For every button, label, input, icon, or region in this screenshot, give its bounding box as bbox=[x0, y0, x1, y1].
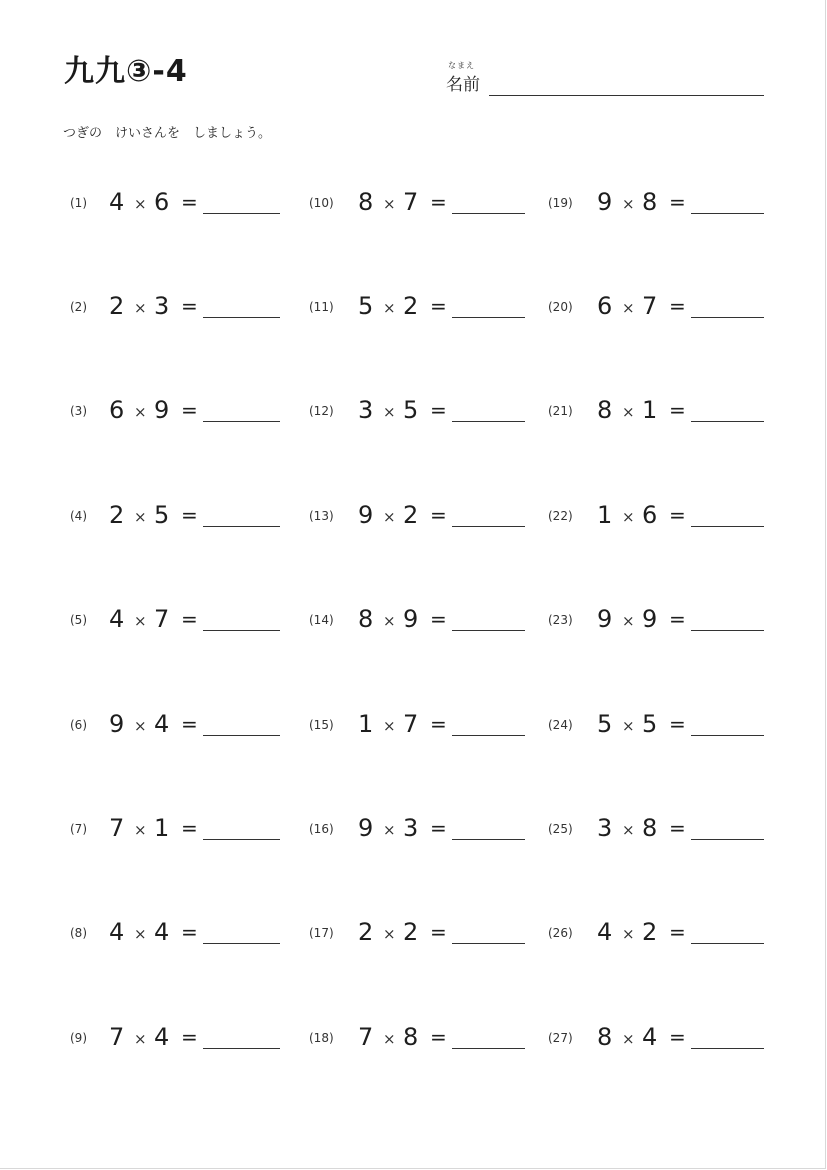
name-write-line[interactable] bbox=[489, 95, 764, 96]
times-sign: × bbox=[622, 717, 635, 735]
problem-number: (8) bbox=[70, 926, 87, 940]
operand-a: 8 bbox=[597, 396, 613, 424]
equals-sign: = bbox=[181, 712, 198, 736]
instructions: つぎの けいさんを しましょう。 bbox=[63, 126, 272, 141]
operand-a: 1 bbox=[358, 710, 374, 738]
times-sign: × bbox=[622, 612, 635, 630]
answer-line[interactable] bbox=[452, 943, 525, 944]
operand-b: 4 bbox=[642, 1023, 658, 1051]
answer-line[interactable] bbox=[452, 630, 525, 631]
answer-line[interactable] bbox=[691, 735, 764, 736]
problem-number: (15) bbox=[309, 718, 334, 732]
operand-b: 9 bbox=[642, 605, 658, 633]
operand-b: 8 bbox=[642, 814, 658, 842]
operand-a: 7 bbox=[358, 1023, 374, 1051]
operand-a: 4 bbox=[109, 605, 125, 633]
answer-line[interactable] bbox=[691, 317, 764, 318]
times-sign: × bbox=[134, 299, 147, 317]
operand-a: 6 bbox=[109, 396, 125, 424]
operand-a: 9 bbox=[597, 605, 613, 633]
operand-b: 7 bbox=[642, 292, 658, 320]
operand-a: 3 bbox=[358, 396, 374, 424]
operand-a: 5 bbox=[597, 710, 613, 738]
operand-b: 7 bbox=[154, 605, 170, 633]
operand-b: 9 bbox=[154, 396, 170, 424]
operand-a: 4 bbox=[597, 918, 613, 946]
answer-line[interactable] bbox=[691, 421, 764, 422]
equals-sign: = bbox=[181, 1025, 198, 1049]
problem-item bbox=[309, 290, 525, 326]
operand-b: 5 bbox=[154, 501, 170, 529]
operand-b: 5 bbox=[403, 396, 419, 424]
answer-line[interactable] bbox=[203, 839, 280, 840]
operand-a: 8 bbox=[597, 1023, 613, 1051]
problem-item bbox=[70, 812, 280, 848]
operand-a: 1 bbox=[597, 501, 613, 529]
equals-sign: = bbox=[669, 920, 686, 944]
operand-a: 8 bbox=[358, 188, 374, 216]
operand-b: 7 bbox=[403, 710, 419, 738]
operand-a: 4 bbox=[109, 918, 125, 946]
operand-a: 2 bbox=[358, 918, 374, 946]
equals-sign: = bbox=[669, 1025, 686, 1049]
problem-number: (20) bbox=[548, 300, 573, 314]
problem-number: (26) bbox=[548, 926, 573, 940]
times-sign: × bbox=[383, 717, 396, 735]
operand-b: 9 bbox=[403, 605, 419, 633]
problem-number: (22) bbox=[548, 509, 573, 523]
problem-item bbox=[309, 603, 525, 639]
answer-line[interactable] bbox=[452, 526, 525, 527]
problem-item bbox=[309, 812, 525, 848]
times-sign: × bbox=[383, 1030, 396, 1048]
equals-sign: = bbox=[430, 920, 447, 944]
problem-item bbox=[548, 1021, 764, 1057]
problem-number: (9) bbox=[70, 1031, 87, 1045]
equals-sign: = bbox=[669, 816, 686, 840]
times-sign: × bbox=[383, 508, 396, 526]
answer-line[interactable] bbox=[691, 526, 764, 527]
operand-b: 2 bbox=[403, 501, 419, 529]
operand-b: 2 bbox=[403, 292, 419, 320]
times-sign: × bbox=[134, 717, 147, 735]
answer-line[interactable] bbox=[203, 421, 280, 422]
problem-number: (23) bbox=[548, 613, 573, 627]
problem-number: (17) bbox=[309, 926, 334, 940]
operand-a: 8 bbox=[358, 605, 374, 633]
problem-number: (3) bbox=[70, 404, 87, 418]
answer-line[interactable] bbox=[452, 839, 525, 840]
operand-b: 2 bbox=[403, 918, 419, 946]
equals-sign: = bbox=[181, 920, 198, 944]
equals-sign: = bbox=[181, 190, 198, 214]
times-sign: × bbox=[134, 821, 147, 839]
operand-a: 9 bbox=[358, 501, 374, 529]
problem-number: (24) bbox=[548, 718, 573, 732]
equals-sign: = bbox=[669, 503, 686, 527]
equals-sign: = bbox=[430, 503, 447, 527]
operand-b: 1 bbox=[154, 814, 170, 842]
times-sign: × bbox=[622, 508, 635, 526]
equals-sign: = bbox=[181, 816, 198, 840]
operand-a: 6 bbox=[597, 292, 613, 320]
problem-number: (5) bbox=[70, 613, 87, 627]
times-sign: × bbox=[622, 299, 635, 317]
answer-line[interactable] bbox=[203, 943, 280, 944]
problem-item bbox=[548, 708, 764, 744]
problem-number: (21) bbox=[548, 404, 573, 418]
operand-b: 4 bbox=[154, 710, 170, 738]
times-sign: × bbox=[383, 821, 396, 839]
times-sign: × bbox=[622, 403, 635, 421]
problem-item bbox=[70, 1021, 280, 1057]
equals-sign: = bbox=[430, 712, 447, 736]
problem-item bbox=[548, 499, 764, 535]
problem-item bbox=[548, 394, 764, 430]
problem-item bbox=[548, 812, 764, 848]
operand-a: 4 bbox=[109, 188, 125, 216]
times-sign: × bbox=[134, 612, 147, 630]
operand-a: 9 bbox=[358, 814, 374, 842]
problem-number: (18) bbox=[309, 1031, 334, 1045]
problem-item bbox=[70, 394, 280, 430]
answer-line[interactable] bbox=[452, 735, 525, 736]
answer-line[interactable] bbox=[203, 526, 280, 527]
equals-sign: = bbox=[669, 190, 686, 214]
answer-line[interactable] bbox=[452, 421, 525, 422]
problem-item bbox=[70, 186, 280, 222]
times-sign: × bbox=[383, 403, 396, 421]
operand-a: 2 bbox=[109, 292, 125, 320]
answer-line[interactable] bbox=[452, 213, 525, 214]
problem-number: (19) bbox=[548, 196, 573, 210]
problem-number: (14) bbox=[309, 613, 334, 627]
equals-sign: = bbox=[430, 294, 447, 318]
times-sign: × bbox=[383, 925, 396, 943]
operand-a: 2 bbox=[109, 501, 125, 529]
operand-b: 3 bbox=[154, 292, 170, 320]
operand-b: 6 bbox=[642, 501, 658, 529]
times-sign: × bbox=[134, 508, 147, 526]
answer-line[interactable] bbox=[203, 630, 280, 631]
name-label: 名前 bbox=[446, 75, 480, 95]
answer-line[interactable] bbox=[452, 1048, 525, 1049]
problem-item bbox=[548, 603, 764, 639]
operand-b: 7 bbox=[403, 188, 419, 216]
operand-b: 2 bbox=[642, 918, 658, 946]
equals-sign: = bbox=[430, 1025, 447, 1049]
operand-a: 3 bbox=[597, 814, 613, 842]
problem-item bbox=[309, 916, 525, 952]
answer-line[interactable] bbox=[691, 839, 764, 840]
problem-item bbox=[548, 290, 764, 326]
equals-sign: = bbox=[430, 398, 447, 422]
problem-number: (10) bbox=[309, 196, 334, 210]
operand-b: 4 bbox=[154, 918, 170, 946]
operand-b: 5 bbox=[642, 710, 658, 738]
answer-line[interactable] bbox=[691, 1048, 764, 1049]
problem-number: (1) bbox=[70, 196, 87, 210]
equals-sign: = bbox=[430, 816, 447, 840]
equals-sign: = bbox=[669, 294, 686, 318]
operand-a: 7 bbox=[109, 814, 125, 842]
problem-item bbox=[309, 708, 525, 744]
operand-a: 9 bbox=[109, 710, 125, 738]
times-sign: × bbox=[134, 1030, 147, 1048]
answer-line[interactable] bbox=[452, 317, 525, 318]
problem-number: (2) bbox=[70, 300, 87, 314]
problem-item bbox=[70, 916, 280, 952]
operand-b: 3 bbox=[403, 814, 419, 842]
problem-item bbox=[548, 916, 764, 952]
times-sign: × bbox=[383, 299, 396, 317]
answer-line[interactable] bbox=[691, 630, 764, 631]
answer-line[interactable] bbox=[203, 735, 280, 736]
equals-sign: = bbox=[430, 607, 447, 631]
answer-line[interactable] bbox=[203, 317, 280, 318]
problem-number: (6) bbox=[70, 718, 87, 732]
operand-b: 6 bbox=[154, 188, 170, 216]
problem-number: (7) bbox=[70, 822, 87, 836]
equals-sign: = bbox=[181, 294, 198, 318]
times-sign: × bbox=[383, 195, 396, 213]
equals-sign: = bbox=[181, 398, 198, 422]
times-sign: × bbox=[383, 612, 396, 630]
problem-item bbox=[548, 186, 764, 222]
answer-line[interactable] bbox=[691, 943, 764, 944]
problem-number: (13) bbox=[309, 509, 334, 523]
problem-number: (4) bbox=[70, 509, 87, 523]
problem-item bbox=[309, 499, 525, 535]
times-sign: × bbox=[622, 195, 635, 213]
problem-item bbox=[70, 603, 280, 639]
name-field bbox=[446, 60, 766, 100]
times-sign: × bbox=[622, 821, 635, 839]
answer-line[interactable] bbox=[203, 1048, 280, 1049]
operand-a: 5 bbox=[358, 292, 374, 320]
problem-number: (16) bbox=[309, 822, 334, 836]
problem-item bbox=[70, 290, 280, 326]
answer-line[interactable] bbox=[203, 213, 280, 214]
equals-sign: = bbox=[181, 607, 198, 631]
name-ruby: なまえ bbox=[448, 61, 475, 70]
equals-sign: = bbox=[669, 398, 686, 422]
problem-item bbox=[309, 1021, 525, 1057]
problem-number: (27) bbox=[548, 1031, 573, 1045]
problem-item bbox=[309, 186, 525, 222]
times-sign: × bbox=[134, 925, 147, 943]
problem-number: (25) bbox=[548, 822, 573, 836]
operand-a: 7 bbox=[109, 1023, 125, 1051]
problem-item bbox=[70, 499, 280, 535]
worksheet-title: 九九③-4 bbox=[64, 54, 188, 89]
problem-item bbox=[70, 708, 280, 744]
equals-sign: = bbox=[430, 190, 447, 214]
operand-b: 8 bbox=[403, 1023, 419, 1051]
problem-number: (11) bbox=[309, 300, 334, 314]
times-sign: × bbox=[134, 403, 147, 421]
equals-sign: = bbox=[669, 607, 686, 631]
times-sign: × bbox=[622, 925, 635, 943]
operand-b: 1 bbox=[642, 396, 658, 424]
equals-sign: = bbox=[669, 712, 686, 736]
operand-b: 4 bbox=[154, 1023, 170, 1051]
problem-item bbox=[309, 394, 525, 430]
equals-sign: = bbox=[181, 503, 198, 527]
times-sign: × bbox=[622, 1030, 635, 1048]
operand-b: 8 bbox=[642, 188, 658, 216]
times-sign: × bbox=[134, 195, 147, 213]
answer-line[interactable] bbox=[691, 213, 764, 214]
operand-a: 9 bbox=[597, 188, 613, 216]
problem-number: (12) bbox=[309, 404, 334, 418]
